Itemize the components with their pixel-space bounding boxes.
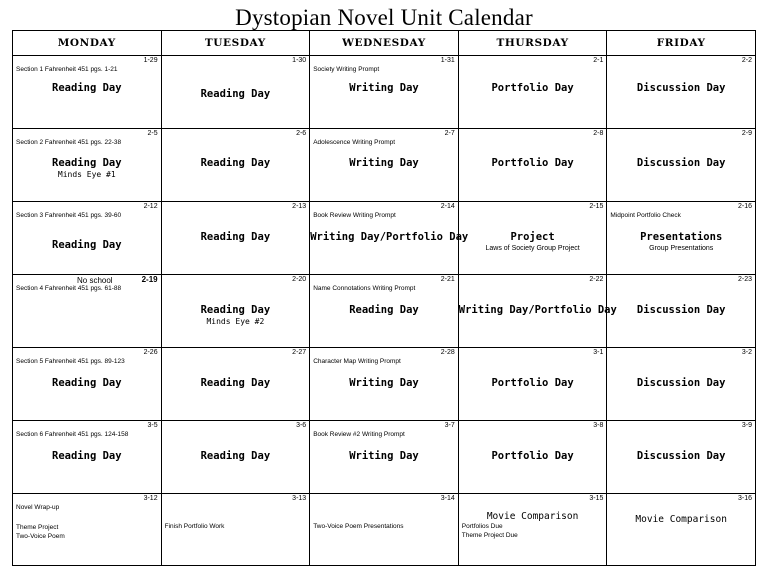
- cell-activity: Portfolio Day: [491, 450, 574, 462]
- cell-subtitle: Group Presentations: [649, 245, 714, 252]
- week-row-3: [13, 202, 756, 275]
- cell-activity: Reading Day: [52, 239, 122, 251]
- day-cell: [607, 275, 756, 348]
- header-friday: FRIDAY: [607, 31, 756, 56]
- day-cell: [458, 494, 607, 566]
- cell-note: Section 3 Fahrenheit 451 pgs. 39-60: [16, 212, 122, 219]
- day-cell: [458, 275, 617, 348]
- cell-activity: Reading Day: [200, 450, 271, 462]
- cell-date: 2-27: [292, 349, 307, 356]
- day-cell: [607, 129, 756, 202]
- cell-date: 3-14: [440, 495, 455, 502]
- day-cell: [310, 202, 469, 275]
- cell-date: 2-23: [737, 276, 752, 283]
- cell-activity: Discussion Day: [636, 304, 726, 316]
- day-cell: [13, 56, 162, 129]
- cell-date: 3-5: [147, 422, 158, 429]
- cell-extra-line: Two-Voice Poem: [16, 533, 65, 540]
- day-cell: [458, 202, 607, 275]
- day-cell: [607, 56, 756, 129]
- day-cell: [310, 56, 459, 129]
- cell-note: Character Map Writing Prompt: [313, 358, 401, 365]
- day-cell: [607, 348, 756, 421]
- cell-date: 2-1: [593, 57, 604, 64]
- cell-note: Midpoint Portfolio Check: [610, 212, 681, 219]
- day-cell: [161, 275, 310, 348]
- cell-note: Book Review #2 Writing Prompt: [313, 431, 405, 438]
- day-cell: [13, 421, 162, 494]
- day-cell: [161, 202, 310, 275]
- cell-activity: Presentations: [640, 231, 723, 243]
- cell-date: 3-13: [292, 495, 307, 502]
- cell-note: Section 6 Fahrenheit 451 pgs. 124-158: [16, 431, 129, 438]
- cell-date: 2-6: [296, 130, 307, 137]
- cell-activity: Reading Day: [200, 157, 271, 169]
- cell-date: 3-15: [589, 495, 604, 502]
- cell-date: 2-2: [741, 57, 752, 64]
- cell-date: 2-15: [589, 203, 604, 210]
- cell-activity: Reading Day: [349, 304, 419, 316]
- week-row-5: [13, 348, 756, 421]
- cell-extra-line: Two-Voice Poem Presentations: [313, 523, 404, 530]
- cell-activity: Writing Day/Portfolio Day: [310, 231, 469, 243]
- cell-note: Section 1 Fahrenheit 451 pgs. 1-21: [16, 66, 118, 73]
- cell-extra-line: Theme Project: [16, 524, 59, 531]
- day-cell: [310, 348, 459, 421]
- cell-activity: Portfolio Day: [491, 157, 574, 169]
- cell-activity: Reading Day: [52, 157, 122, 169]
- cell-activity: Discussion Day: [636, 82, 726, 94]
- cell-activity: Discussion Day: [636, 157, 726, 169]
- cell-date: 2-12: [143, 203, 158, 210]
- cell-activity: Discussion Day: [636, 377, 726, 389]
- cell-note: Name Connotations Writing Prompt: [313, 285, 416, 292]
- cell-subtitle: Minds Eye #2: [206, 317, 265, 326]
- cell-date: 1-31: [440, 57, 455, 64]
- cell-date: 2-14: [440, 203, 455, 210]
- cell-activity: Writing Day: [349, 157, 419, 169]
- cell-activity: Writing Day: [349, 450, 419, 462]
- cell-activity: Portfolio Day: [491, 82, 574, 94]
- cell-activity: Reading Day: [200, 88, 271, 100]
- cell-activity: Reading Day: [52, 377, 122, 389]
- day-cell: [161, 494, 310, 566]
- cell-activity: Reading Day: [200, 377, 271, 389]
- week-row-2: [13, 129, 756, 202]
- cell-date: 2-20: [292, 276, 307, 283]
- day-cell: [607, 421, 756, 494]
- cell-extra-line: Theme Project Due: [461, 532, 518, 539]
- week-row-6: [13, 421, 756, 494]
- day-cell: [13, 202, 162, 275]
- header-monday: MONDAY: [13, 31, 162, 56]
- day-cell: [458, 129, 607, 202]
- day-header-row: [13, 31, 756, 56]
- day-cell: [310, 275, 459, 348]
- cell-activity: Reading Day: [52, 450, 122, 462]
- day-cell: [161, 56, 310, 129]
- cell-date: 2-26: [143, 349, 158, 356]
- page-title: Dystopian Novel Unit Calendar: [235, 5, 533, 30]
- cell-activity: Writing Day: [349, 377, 419, 389]
- cell-subtitle: Laws of Society Group Project: [485, 245, 580, 252]
- cell-activity: Writing Day/Portfolio Day: [458, 304, 617, 316]
- cell-activity: Reading Day: [200, 304, 271, 316]
- day-cell: [310, 421, 459, 494]
- week-row-4: [13, 275, 756, 348]
- cell-date: 2-5: [147, 130, 158, 137]
- no-school-label: No school: [77, 276, 113, 285]
- header-wednesday: WEDNESDAY: [310, 31, 459, 56]
- cell-activity: Portfolio Day: [491, 377, 574, 389]
- cell-note: Section 4 Fahrenheit 451 pgs. 61-88: [16, 285, 122, 292]
- cell-subtitle: Minds Eye #1: [57, 170, 116, 179]
- cell-date: 3-8: [593, 422, 604, 429]
- cell-date: 2-7: [444, 130, 455, 137]
- cell-note: Section 5 Fahrenheit 451 pgs. 89-123: [16, 358, 125, 365]
- day-cell: [13, 494, 162, 566]
- cell-date: 2-21: [440, 276, 455, 283]
- cell-date: 3-7: [444, 422, 455, 429]
- cell-activity: Writing Day: [349, 82, 419, 94]
- cell-activity: Movie Comparison: [635, 514, 727, 525]
- day-cell: [13, 129, 162, 202]
- day-cell: [458, 348, 607, 421]
- cell-activity: Reading Day: [200, 231, 271, 243]
- day-cell: [607, 494, 756, 566]
- cell-date: 1-29: [143, 57, 158, 64]
- cell-date: 2-13: [292, 203, 307, 210]
- cell-date: 2-16: [737, 203, 752, 210]
- header-thursday: THURSDAY: [458, 31, 607, 56]
- cell-date: 1-30: [292, 57, 307, 64]
- day-cell: [607, 202, 756, 275]
- week-row-7: [13, 494, 756, 566]
- cell-activity: Discussion Day: [636, 450, 726, 462]
- cell-activity: Movie Comparison: [486, 511, 579, 522]
- cell-activity: Reading Day: [52, 82, 122, 94]
- cell-date: 2-8: [593, 130, 604, 137]
- day-cell: [13, 275, 162, 348]
- cell-activity: Project: [510, 231, 555, 243]
- cell-date: 2-22: [589, 276, 604, 283]
- cell-date: 3-16: [737, 495, 752, 502]
- cell-date: 3-1: [593, 349, 604, 356]
- cell-date: 3-2: [741, 349, 752, 356]
- day-cell: [13, 348, 162, 421]
- day-cell: [310, 129, 459, 202]
- cell-extra-line: Finish Portfolio Work: [164, 523, 225, 530]
- cell-date: 2-19: [141, 275, 158, 284]
- week-row-1: [13, 56, 756, 129]
- cell-note: Novel Wrap-up: [16, 504, 60, 511]
- day-cell: [161, 421, 310, 494]
- cell-date: 3-9: [741, 422, 752, 429]
- cell-date: 3-6: [296, 422, 307, 429]
- cell-note: Society Writing Prompt: [313, 66, 380, 73]
- day-cell: [458, 56, 607, 129]
- header-tuesday: TUESDAY: [161, 31, 310, 56]
- day-cell: [161, 348, 310, 421]
- day-cell: [310, 494, 459, 566]
- cell-date: 2-9: [741, 130, 752, 137]
- day-cell: [161, 129, 310, 202]
- calendar-table: [12, 30, 756, 566]
- day-cell: [458, 421, 607, 494]
- cell-note: Section 2 Fahrenheit 451 pgs. 22-38: [16, 139, 122, 146]
- cell-note: Book Review Writing Prompt: [313, 212, 396, 219]
- cell-note: Adolescence Writing Prompt: [313, 139, 396, 146]
- cell-date: 2-28: [440, 349, 455, 356]
- cell-extra-line: Portfolios Due: [461, 523, 503, 530]
- cell-date: 3-12: [143, 495, 158, 502]
